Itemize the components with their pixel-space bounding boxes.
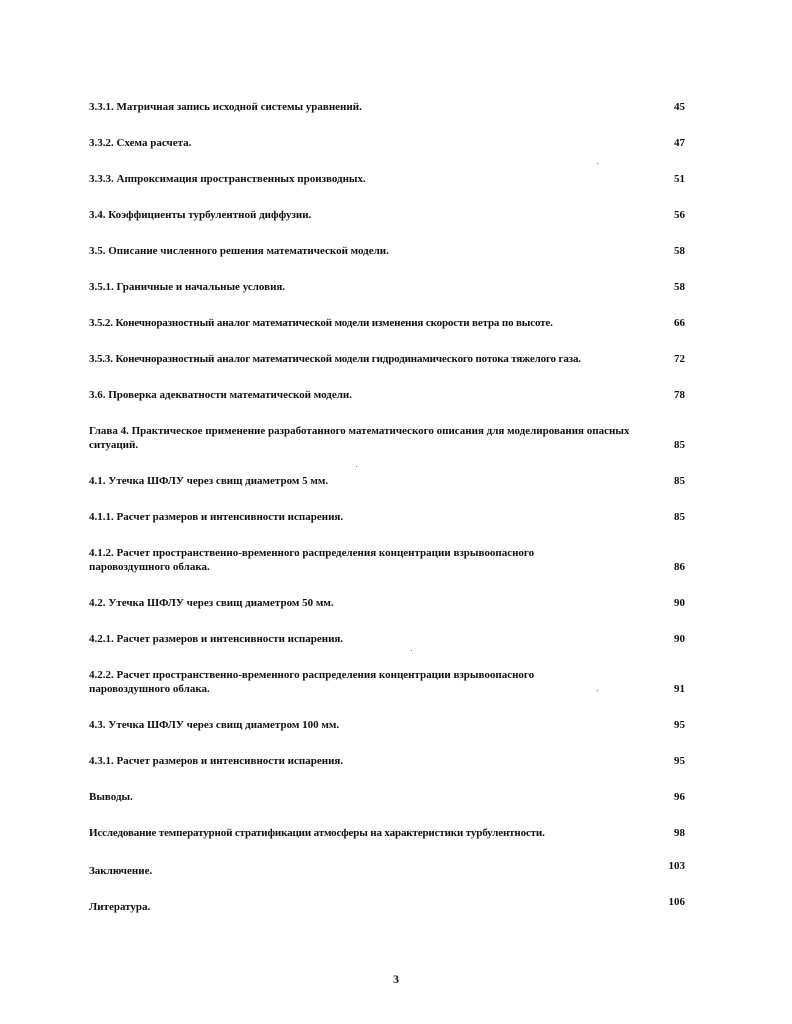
toc-entry-page: 45 bbox=[674, 101, 685, 113]
toc-entry-page: 56 bbox=[674, 209, 685, 221]
toc-entry-page: 106 bbox=[668, 896, 685, 908]
toc-entry-title: 4.1. Утечка ШФЛУ через свищ диаметром 5 мм. bbox=[89, 475, 329, 487]
toc-entry-title: 4.3. Утечка ШФЛУ через свищ диаметром 100 мм. bbox=[89, 719, 340, 731]
toc-entry-title: 3.5. Описание численного решения математической модели. bbox=[89, 245, 389, 257]
toc-entry-page: 72 bbox=[674, 353, 685, 365]
scan-speck bbox=[411, 650, 412, 651]
toc-entry-title: 3.5.1. Граничные и начальные условия. bbox=[89, 281, 286, 293]
toc-entry-page: 47 bbox=[674, 137, 685, 149]
toc-entry-title: 4.3.1. Расчет размеров и интенсивности испарения. bbox=[89, 755, 344, 767]
toc-entry-title: 3.3.2. Схема расчета. bbox=[89, 137, 192, 149]
scan-speck bbox=[597, 163, 598, 164]
toc-entry-page: 85 bbox=[674, 511, 685, 523]
toc-entry-title: 4.2.2. Расчет пространственно-временного распределения концентрации взрывоопасного паровоздушного облака. bbox=[89, 669, 535, 695]
toc-entry-title: Исследование температурной стратификации атмосферы на характеристики турбулентности. bbox=[89, 827, 545, 839]
toc-entry-page: 51 bbox=[674, 173, 685, 185]
toc-entry-title: Глава 4. Практическое применение разработанного математического описания для моделирования опасных ситуаций. bbox=[89, 425, 630, 451]
toc-entry-title: Заключение. bbox=[89, 865, 153, 877]
toc-entry-title: Выводы. bbox=[89, 791, 133, 803]
toc-entry-title: Литература. bbox=[89, 901, 151, 913]
toc-entry-page: 103 bbox=[668, 860, 685, 872]
toc-entry-page: 58 bbox=[674, 245, 685, 257]
toc-entry-title: 3.3.3. Аппроксимация пространственных производных. bbox=[89, 173, 366, 185]
toc-entry-title: 3.4. Коэффициенты турбулентной диффузии. bbox=[89, 209, 312, 221]
toc-entry-page: 78 bbox=[674, 389, 685, 401]
toc-entry-page: 90 bbox=[674, 597, 685, 609]
toc-entry-page: 95 bbox=[674, 755, 685, 767]
toc-entry-page: 85 bbox=[674, 475, 685, 487]
toc-entry-page: 98 bbox=[674, 827, 685, 839]
scan-speck bbox=[356, 466, 357, 467]
toc-entry-title: 3.3.1. Матричная запись исходной системы уравнений. bbox=[89, 101, 362, 113]
scan-speck bbox=[597, 690, 598, 691]
toc-entry-title: 3.6. Проверка адекватности математической модели. bbox=[89, 389, 352, 401]
toc-entry-page: 96 bbox=[674, 791, 685, 803]
toc-entry-page: 91 bbox=[674, 683, 685, 695]
toc-entry-page: 66 bbox=[674, 317, 685, 329]
toc-entry-title: 4.1.1. Расчет размеров и интенсивности испарения. bbox=[89, 511, 344, 523]
toc-entry-page: 95 bbox=[674, 719, 685, 731]
toc-entry-title: 3.5.2. Конечноразностный аналог математической модели изменения скорости ветра по высоте. bbox=[89, 317, 553, 329]
toc-entry-page: 58 bbox=[674, 281, 685, 293]
page-number: 3 bbox=[393, 972, 399, 986]
toc-entry-page: 85 bbox=[674, 439, 685, 451]
toc-entry-title: 4.2.1. Расчет размеров и интенсивности испарения. bbox=[89, 633, 344, 645]
toc-entry-title: 4.2. Утечка ШФЛУ через свищ диаметром 50 мм. bbox=[89, 597, 334, 609]
toc-entry-page: 90 bbox=[674, 633, 685, 645]
toc-entry-title: 3.5.3. Конечноразностный аналог математической модели гидродинамического потока тяжелого газа. bbox=[89, 353, 581, 365]
toc-entry-page: 86 bbox=[674, 561, 685, 573]
toc-entry-title: 4.1.2. Расчет пространственно-временного распределения концентрации взрывоопасного паровоздушного облака. bbox=[89, 547, 535, 573]
